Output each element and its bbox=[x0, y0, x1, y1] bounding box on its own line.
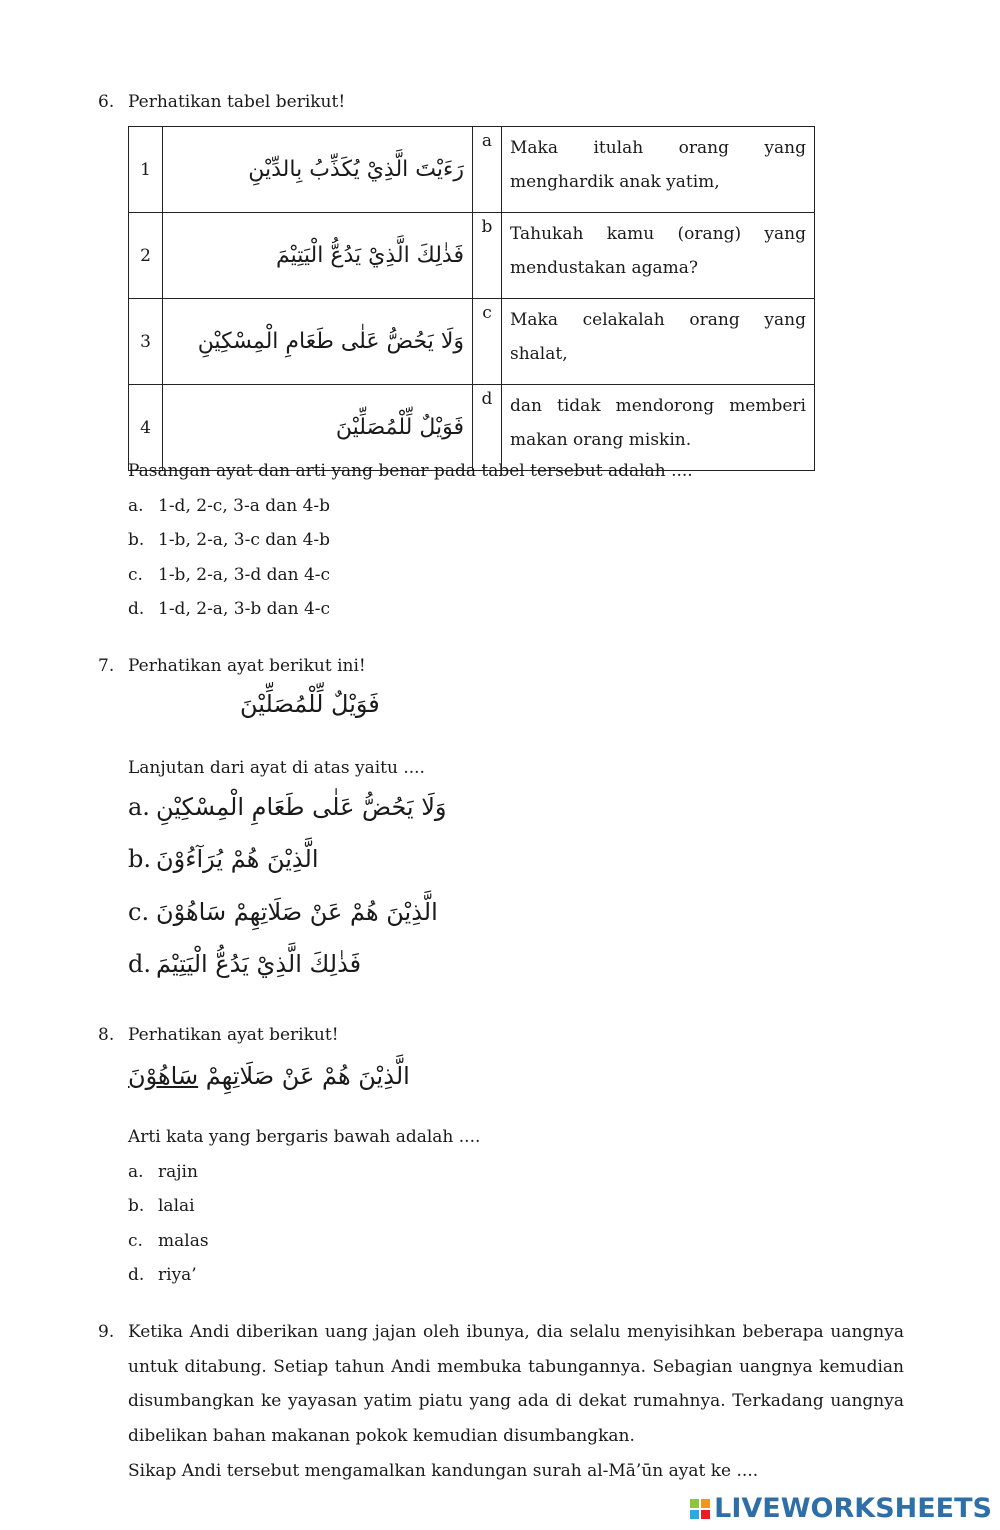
q7-question: Lanjutan dari ayat di atas yaitu .... bbox=[128, 758, 425, 778]
q7-verse: فَوَيْلٌ لِّلْمُصَلِّيْنَ bbox=[240, 690, 380, 718]
option-letter: a. bbox=[128, 496, 144, 516]
option-letter: b. bbox=[128, 530, 145, 550]
option-text: riya’ bbox=[158, 1265, 197, 1285]
q8-prompt: Perhatikan ayat berikut! bbox=[128, 1025, 339, 1045]
row-number: 2 bbox=[129, 213, 163, 299]
q8-verse-underlined: سَاهُوْنَ bbox=[128, 1062, 199, 1090]
row-meaning: Maka itulah orang yang menghardik anak yatim, bbox=[502, 127, 815, 213]
q8-number: 8. bbox=[98, 1025, 115, 1045]
option-text: 1-d, 2-a, 3-b dan 4-c bbox=[158, 599, 331, 619]
q9-paragraph: Ketika Andi diberikan uang jajan oleh ibunya, dia selalu menyisihkan beberapa uangnya untuk ditabung. Setiap tahun Andi membuka tabungannya. Sebagian uangnya kemudian disumbangkan ke yayasan yatim piatu yang ada di dekat rumahnya. Terkadang uangnya dibelikan bahan makanan pokok kemudian disumbangkan. bbox=[128, 1322, 904, 1446]
option-letter: d. bbox=[128, 1265, 145, 1285]
option-letter: b. bbox=[128, 1196, 145, 1216]
option-letter: d. bbox=[128, 599, 145, 619]
row-meaning: Tahukah kamu (orang) yang mendustakan agama? bbox=[502, 213, 815, 299]
option-arabic: الَّذِيْنَ هُمْ يُرَآءُوْنَ bbox=[156, 845, 319, 873]
option-letter: b. bbox=[128, 845, 151, 873]
logo-mark-icon bbox=[690, 1499, 710, 1519]
option-text: 1-b, 2-a, 3-d dan 4-c bbox=[158, 565, 331, 585]
option-letter: c. bbox=[128, 1231, 143, 1251]
row-number: 4 bbox=[129, 385, 163, 471]
option-letter: c. bbox=[128, 565, 143, 585]
row-letter: a bbox=[473, 127, 502, 213]
q6-number: 6. bbox=[98, 92, 115, 112]
q9-question: Sikap Andi tersebut mengamalkan kandungan surah al-Mā’ūn ayat ke .... bbox=[128, 1461, 759, 1481]
q6-prompt: Perhatikan tabel berikut! bbox=[128, 92, 346, 112]
option-letter: a. bbox=[128, 1162, 144, 1182]
logo-text: LIVEWORKSHEETS bbox=[714, 1493, 992, 1524]
option-text: 1-b, 2-a, 3-c dan 4-b bbox=[158, 530, 331, 550]
liveworksheets-logo[interactable] bbox=[690, 1493, 992, 1524]
row-arabic: فَوَيْلٌ لِّلْمُصَلِّيْنَ bbox=[335, 415, 464, 440]
option-letter: c. bbox=[128, 898, 150, 926]
row-letter: d bbox=[473, 385, 502, 471]
q8-verse bbox=[128, 1062, 410, 1090]
table-row bbox=[129, 127, 815, 213]
row-letter: c bbox=[473, 299, 502, 385]
row-arabic: فَذٰلِكَ الَّذِيْ يَدُعُّ الْيَتِيْمَ bbox=[275, 243, 464, 268]
row-letter: b bbox=[473, 213, 502, 299]
option-text: rajin bbox=[158, 1162, 198, 1182]
option-arabic: وَلَا يَحُضُّ عَلٰى طَعَامِ الْمِسْكِيْنِ bbox=[156, 793, 447, 821]
option-text: 1-d, 2-c, 3-a dan 4-b bbox=[158, 496, 331, 516]
q7-prompt: Perhatikan ayat berikut ini! bbox=[128, 656, 366, 676]
option-text: malas bbox=[158, 1231, 209, 1251]
row-arabic: وَلَا يَحُضُّ عَلٰى طَعَامِ الْمِسْكِيْنِ bbox=[197, 329, 464, 354]
table-row bbox=[129, 213, 815, 299]
option-letter: d. bbox=[128, 950, 151, 978]
option-arabic: فَذٰلِكَ الَّذِيْ يَدُعُّ الْيَتِيْمَ bbox=[156, 950, 362, 978]
option-arabic: الَّذِيْنَ هُمْ عَنْ صَلَاتِهِمْ سَاهُوْنَ bbox=[156, 898, 438, 926]
table-row bbox=[129, 299, 815, 385]
q8-verse-main: الَّذِيْنَ هُمْ عَنْ صَلَاتِهِمْ bbox=[205, 1062, 410, 1090]
q9-number: 9. bbox=[98, 1322, 115, 1342]
table-row bbox=[129, 385, 815, 471]
q8-question: Arti kata yang bergaris bawah adalah .... bbox=[128, 1127, 481, 1147]
row-number: 1 bbox=[129, 127, 163, 213]
row-number: 3 bbox=[129, 299, 163, 385]
option-letter: a. bbox=[128, 793, 150, 821]
option-text: lalai bbox=[158, 1196, 195, 1216]
q6-table bbox=[128, 126, 815, 471]
row-meaning: dan tidak mendorong memberi makan orang miskin. bbox=[502, 385, 815, 471]
q6-question: Pasangan ayat dan arti yang benar pada tabel tersebut adalah .... bbox=[128, 461, 693, 481]
q7-number: 7. bbox=[98, 656, 115, 676]
row-meaning: Maka celakalah orang yang shalat, bbox=[502, 299, 815, 385]
row-arabic: رَءَيْتَ الَّذِيْ يُكَذِّبُ بِالدِّيْنِ bbox=[248, 157, 464, 182]
